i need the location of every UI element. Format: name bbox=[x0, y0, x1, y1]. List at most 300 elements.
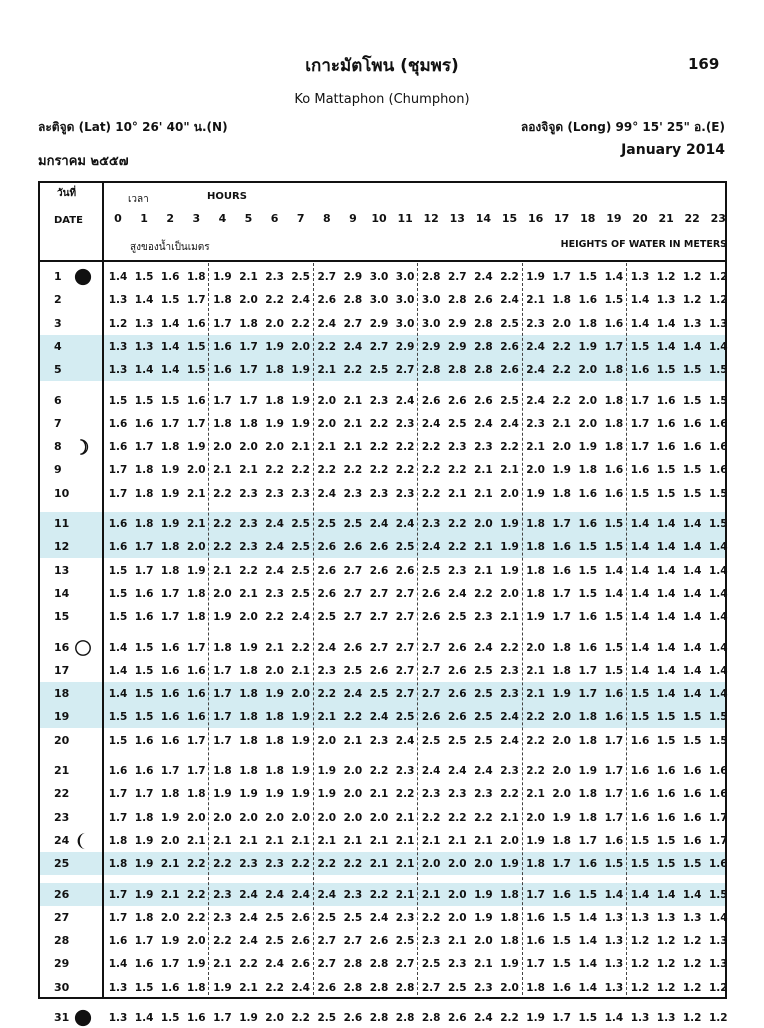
tide-height-cell: 1.3 bbox=[108, 294, 128, 307]
tide-height-cell: 2.1 bbox=[395, 888, 415, 901]
tide-height-cell: 1.3 bbox=[682, 317, 702, 330]
table-row bbox=[40, 731, 728, 751]
tide-height-cell: 2.9 bbox=[447, 340, 467, 353]
tide-height-cell: 2.0 bbox=[265, 664, 284, 677]
hour-header-19: 19 bbox=[606, 212, 622, 225]
tide-height-cell: 2.1 bbox=[474, 564, 493, 577]
tide-height-cell: 2.3 bbox=[265, 858, 284, 871]
tide-height-cell: 1.8 bbox=[526, 587, 545, 600]
tide-height-cell: 1.4 bbox=[630, 541, 650, 554]
day-number: 12 bbox=[54, 540, 70, 554]
tide-height-cell: 1.5 bbox=[604, 611, 624, 624]
tide-height-cell: 2.1 bbox=[317, 441, 337, 454]
tide-height-cell: 1.5 bbox=[186, 340, 206, 353]
tide-height-cell: 2.6 bbox=[343, 1012, 363, 1024]
tide-height-cell: 1.6 bbox=[134, 765, 154, 777]
tide-height-cell: 2.3 bbox=[265, 271, 284, 283]
day-number: 6 bbox=[54, 393, 62, 407]
tide-height-cell: 2.1 bbox=[474, 834, 493, 847]
tide-height-cell: 2.2 bbox=[317, 340, 337, 353]
tide-height-cell: 1.7 bbox=[186, 734, 206, 747]
tide-height-cell: 1.6 bbox=[526, 911, 545, 924]
height-label-thai: สูงของน้ำเป็นเมตร bbox=[130, 242, 210, 253]
table-row bbox=[40, 761, 728, 781]
tide-height-cell: 1.7 bbox=[552, 1012, 571, 1024]
tide-height-cell: 2.7 bbox=[369, 611, 389, 624]
tide-height-cell: 1.6 bbox=[578, 611, 598, 624]
tide-height-cell: 1.7 bbox=[552, 518, 571, 530]
tide-height-cell: 1.9 bbox=[500, 858, 519, 871]
tide-height-cell: 1.7 bbox=[134, 441, 154, 454]
tide-height-cell: 2.6 bbox=[421, 711, 441, 724]
tide-height-cell: 2.4 bbox=[317, 888, 337, 901]
tide-height-cell: 2.2 bbox=[343, 858, 363, 871]
hour-header-17: 17 bbox=[554, 212, 570, 225]
tide-height-cell: 1.9 bbox=[265, 788, 284, 801]
tide-height-cell: 2.2 bbox=[474, 811, 493, 824]
tide-height-cell: 1.8 bbox=[186, 611, 206, 624]
tide-height-cell: 1.6 bbox=[108, 765, 128, 777]
tide-height-cell: 1.9 bbox=[552, 464, 571, 477]
tide-height-cell: 1.5 bbox=[656, 487, 676, 500]
tide-height-cell: 2.0 bbox=[186, 541, 206, 554]
tide-height-cell: 2.5 bbox=[447, 981, 467, 994]
tide-height-cell: 1.7 bbox=[630, 417, 650, 430]
tide-height-cell: 1.9 bbox=[578, 765, 598, 777]
tide-height-cell: 1.3 bbox=[708, 317, 728, 330]
tide-height-cell: 2.1 bbox=[526, 688, 545, 701]
tide-height-cell: 2.6 bbox=[447, 711, 467, 724]
tide-height-cell: 2.0 bbox=[160, 834, 180, 847]
tide-height-cell: 2.3 bbox=[343, 487, 363, 500]
tide-height-cell: 1.4 bbox=[708, 911, 728, 924]
tide-height-cell: 2.1 bbox=[343, 394, 363, 407]
tide-height-cell: 2.4 bbox=[343, 340, 363, 353]
tide-height-cell: 1.6 bbox=[682, 788, 702, 801]
tide-height-cell: 1.6 bbox=[708, 788, 728, 801]
tide-height-cell: 2.4 bbox=[500, 417, 519, 430]
tide-height-cell: 2.0 bbox=[239, 294, 258, 307]
tide-height-cell: 1.6 bbox=[630, 765, 650, 777]
tide-height-cell: 1.6 bbox=[630, 811, 650, 824]
tide-height-cell: 1.5 bbox=[108, 711, 128, 724]
tide-height-cell: 2.7 bbox=[369, 340, 389, 353]
tide-height-cell: 1.5 bbox=[708, 364, 728, 377]
tide-height-cell: 1.4 bbox=[682, 888, 702, 901]
tide-height-cell: 1.9 bbox=[186, 441, 206, 454]
tide-height-cell: 1.8 bbox=[604, 394, 624, 407]
tide-height-cell: 2.0 bbox=[186, 811, 206, 824]
day-number: 23 bbox=[54, 810, 70, 824]
date-label-thai: วันที่ bbox=[57, 188, 77, 199]
tide-height-cell: 2.2 bbox=[265, 294, 284, 307]
tide-height-cell: 1.4 bbox=[630, 587, 650, 600]
tide-height-cell: 2.2 bbox=[239, 564, 258, 577]
tide-height-cell: 2.6 bbox=[474, 294, 493, 307]
tide-height-cell: 1.5 bbox=[708, 487, 728, 500]
tide-height-cell: 1.8 bbox=[134, 487, 154, 500]
tide-height-cell: 2.0 bbox=[317, 734, 337, 747]
tide-height-cell: 2.7 bbox=[343, 935, 363, 948]
table-row bbox=[40, 707, 728, 727]
tide-height-cell: 2.2 bbox=[186, 911, 206, 924]
tide-height-cell: 2.6 bbox=[474, 394, 493, 407]
tide-height-cell: 1.6 bbox=[134, 734, 154, 747]
tide-height-cell: 2.2 bbox=[500, 1012, 519, 1024]
tide-height-cell: 1.9 bbox=[213, 981, 232, 994]
tide-height-cell: 1.8 bbox=[552, 834, 571, 847]
tide-height-cell: 1.3 bbox=[108, 340, 128, 353]
tide-height-cell: 1.7 bbox=[186, 641, 206, 654]
tide-height-cell: 1.3 bbox=[630, 1012, 650, 1024]
tide-height-cell: 1.4 bbox=[682, 587, 702, 600]
tide-height-cell: 1.5 bbox=[604, 518, 624, 530]
tide-height-cell: 1.5 bbox=[578, 587, 598, 600]
table-row bbox=[40, 854, 728, 874]
tide-height-cell: 2.0 bbox=[343, 811, 363, 824]
tide-height-cell: 2.4 bbox=[317, 487, 337, 500]
tide-height-cell: 1.8 bbox=[265, 765, 284, 777]
tide-height-cell: 1.2 bbox=[108, 317, 128, 330]
tide-height-cell: 2.5 bbox=[421, 958, 441, 971]
tide-height-cell: 1.5 bbox=[578, 271, 598, 283]
tide-height-cell: 2.2 bbox=[447, 541, 467, 554]
tide-height-cell: 2.3 bbox=[395, 487, 415, 500]
tide-height-cell: 1.7 bbox=[708, 834, 728, 847]
tide-height-cell: 1.7 bbox=[134, 788, 154, 801]
tide-height-cell: 2.2 bbox=[369, 441, 389, 454]
tide-height-cell: 1.9 bbox=[291, 788, 310, 801]
tide-height-cell: 1.8 bbox=[526, 564, 545, 577]
table-row bbox=[40, 337, 728, 357]
tide-height-cell: 2.3 bbox=[526, 417, 545, 430]
tide-height-cell: 1.5 bbox=[604, 294, 624, 307]
tide-height-cell: 2.0 bbox=[526, 641, 545, 654]
tide-height-cell: 2.5 bbox=[447, 611, 467, 624]
tide-height-cell: 1.5 bbox=[552, 958, 571, 971]
table-row bbox=[40, 885, 728, 905]
tide-height-cell: 2.3 bbox=[291, 487, 310, 500]
day-number: 26 bbox=[54, 887, 70, 901]
hour-header-5: 5 bbox=[244, 212, 253, 225]
tide-height-cell: 1.2 bbox=[708, 1012, 728, 1024]
tide-height-cell: 2.0 bbox=[578, 417, 598, 430]
tide-height-cell: 1.5 bbox=[682, 858, 702, 871]
tide-height-cell: 1.9 bbox=[500, 541, 519, 554]
tide-height-cell: 2.8 bbox=[395, 981, 415, 994]
page-title-thai: เกาะมัตโพน (ชุมพร) bbox=[305, 56, 459, 76]
tide-height-cell: 2.6 bbox=[500, 364, 519, 377]
tide-height-cell: 2.2 bbox=[500, 441, 519, 454]
tide-height-cell: 2.1 bbox=[526, 294, 545, 307]
tide-height-cell: 1.4 bbox=[656, 340, 676, 353]
height-label-english: HEIGHTS OF WATER IN METERS bbox=[560, 239, 727, 250]
tide-height-cell: 1.7 bbox=[604, 340, 624, 353]
tide-height-cell: 2.8 bbox=[369, 958, 389, 971]
tide-height-cell: 1.8 bbox=[265, 711, 284, 724]
tide-height-cell: 2.5 bbox=[395, 935, 415, 948]
tide-height-cell: 1.2 bbox=[656, 958, 676, 971]
tide-height-cell: 1.8 bbox=[604, 364, 624, 377]
tide-height-cell: 1.5 bbox=[134, 641, 154, 654]
tide-height-cell: 2.5 bbox=[395, 711, 415, 724]
tide-height-cell: 1.6 bbox=[656, 417, 676, 430]
tide-height-cell: 2.5 bbox=[291, 564, 310, 577]
tide-height-cell: 2.5 bbox=[317, 1012, 337, 1024]
tide-height-cell: 1.7 bbox=[134, 935, 154, 948]
table-row bbox=[40, 437, 728, 457]
longitude-label: ลองจิจูด (Long) 99° 15' 25" อ.(E) bbox=[520, 120, 725, 134]
tide-height-cell: 1.3 bbox=[682, 911, 702, 924]
tide-height-cell: 1.8 bbox=[578, 317, 598, 330]
tide-height-cell: 1.8 bbox=[134, 811, 154, 824]
tide-height-cell: 2.0 bbox=[578, 364, 598, 377]
tide-height-cell: 1.4 bbox=[630, 611, 650, 624]
tide-height-cell: 1.8 bbox=[108, 858, 128, 871]
tide-height-cell: 1.4 bbox=[656, 611, 676, 624]
tide-height-cell: 2.6 bbox=[500, 340, 519, 353]
tide-height-cell: 1.8 bbox=[160, 541, 180, 554]
tide-height-cell: 1.2 bbox=[682, 294, 702, 307]
first-quarter-moon-icon bbox=[74, 438, 92, 456]
tide-height-cell: 1.9 bbox=[578, 340, 598, 353]
day-number: 2 bbox=[54, 293, 62, 307]
tide-height-cell: 1.8 bbox=[239, 664, 258, 677]
tide-height-cell: 2.4 bbox=[500, 294, 519, 307]
tide-height-cell: 1.7 bbox=[604, 765, 624, 777]
tide-height-cell: 1.5 bbox=[578, 1012, 598, 1024]
tide-height-cell: 1.4 bbox=[656, 518, 676, 530]
tide-height-cell: 1.8 bbox=[526, 858, 545, 871]
table-row bbox=[40, 460, 728, 480]
hour-header-13: 13 bbox=[449, 212, 465, 225]
hour-header-16: 16 bbox=[527, 212, 544, 225]
tide-height-cell: 2.1 bbox=[526, 664, 545, 677]
tide-height-cell: 2.4 bbox=[343, 688, 363, 701]
tide-height-cell: 1.9 bbox=[500, 958, 519, 971]
tide-height-cell: 2.2 bbox=[239, 958, 258, 971]
tide-height-cell: 1.9 bbox=[291, 394, 310, 407]
hour-header-1: 1 bbox=[140, 212, 148, 225]
tide-height-cell: 2.2 bbox=[421, 441, 441, 454]
tide-height-cell: 1.9 bbox=[317, 788, 337, 801]
tide-height-cell: 2.3 bbox=[239, 858, 258, 871]
tide-height-cell: 2.0 bbox=[291, 340, 310, 353]
tide-height-cell: 2.2 bbox=[317, 688, 337, 701]
tide-height-cell: 2.2 bbox=[265, 981, 284, 994]
tide-height-cell: 1.4 bbox=[108, 664, 128, 677]
tide-height-cell: 1.6 bbox=[656, 811, 676, 824]
tide-height-cell: 1.4 bbox=[160, 317, 180, 330]
tide-height-cell: 1.6 bbox=[708, 441, 728, 454]
tide-height-cell: 2.0 bbox=[291, 688, 310, 701]
tide-height-cell: 1.5 bbox=[186, 364, 206, 377]
table-row bbox=[40, 267, 728, 287]
tide-height-cell: 2.4 bbox=[421, 417, 441, 430]
tide-height-cell: 2.5 bbox=[421, 734, 441, 747]
tide-height-cell: 1.5 bbox=[630, 487, 650, 500]
tide-height-cell: 2.7 bbox=[395, 364, 415, 377]
tide-height-cell: 1.7 bbox=[108, 464, 128, 477]
tide-height-cell: 1.6 bbox=[186, 711, 206, 724]
tide-height-cell: 1.3 bbox=[604, 958, 624, 971]
tide-height-cell: 2.7 bbox=[421, 664, 441, 677]
tide-height-cell: 1.7 bbox=[552, 587, 571, 600]
tide-height-cell: 2.3 bbox=[239, 518, 258, 530]
tide-height-cell: 1.5 bbox=[134, 688, 154, 701]
tide-height-cell: 1.6 bbox=[552, 541, 571, 554]
tide-height-cell: 2.0 bbox=[552, 734, 571, 747]
tide-height-cell: 1.2 bbox=[630, 958, 650, 971]
tide-height-cell: 1.4 bbox=[578, 911, 598, 924]
tide-height-cell: 2.0 bbox=[265, 441, 284, 454]
day-number: 20 bbox=[54, 733, 70, 747]
tide-height-cell: 2.8 bbox=[343, 981, 363, 994]
tide-height-cell: 2.3 bbox=[317, 664, 337, 677]
tide-height-cell: 1.6 bbox=[708, 417, 728, 430]
tide-height-cell: 2.3 bbox=[395, 765, 415, 777]
tide-height-cell: 2.0 bbox=[552, 711, 571, 724]
tide-height-cell: 2.4 bbox=[526, 340, 545, 353]
tide-height-cell: 1.3 bbox=[134, 340, 154, 353]
tide-height-cell: 2.0 bbox=[239, 611, 258, 624]
tide-height-cell: 1.4 bbox=[630, 317, 650, 330]
day-number: 14 bbox=[54, 586, 70, 600]
tide-height-cell: 2.4 bbox=[447, 765, 467, 777]
tide-height-cell: 2.0 bbox=[578, 394, 598, 407]
tide-height-cell: 1.5 bbox=[108, 734, 128, 747]
tide-height-cell: 1.9 bbox=[526, 611, 545, 624]
tide-height-cell: 1.2 bbox=[708, 271, 728, 283]
tide-height-cell: 2.1 bbox=[369, 834, 389, 847]
tide-height-cell: 2.2 bbox=[552, 340, 571, 353]
hour-header-3: 3 bbox=[192, 212, 201, 225]
tide-height-cell: 2.3 bbox=[421, 518, 441, 530]
table-row bbox=[40, 314, 728, 334]
tide-height-cell: 1.8 bbox=[239, 765, 258, 777]
tide-height-cell: 2.5 bbox=[447, 417, 467, 430]
tide-height-cell: 2.4 bbox=[474, 417, 493, 430]
tide-height-cell: 1.4 bbox=[708, 664, 728, 677]
tide-height-cell: 1.3 bbox=[708, 958, 728, 971]
tide-height-cell: 1.3 bbox=[630, 271, 650, 283]
tide-height-cell: 2.2 bbox=[395, 441, 415, 454]
tide-height-cell: 1.5 bbox=[656, 858, 676, 871]
tide-height-cell: 2.6 bbox=[447, 1012, 467, 1024]
tide-height-cell: 2.0 bbox=[552, 317, 571, 330]
tide-height-cell: 2.4 bbox=[265, 958, 284, 971]
tide-height-cell: 2.2 bbox=[526, 711, 545, 724]
tide-height-cell: 2.1 bbox=[421, 834, 441, 847]
tide-height-cell: 1.9 bbox=[291, 417, 310, 430]
tide-height-cell: 1.8 bbox=[134, 911, 154, 924]
tide-height-cell: 2.3 bbox=[395, 911, 415, 924]
tide-height-cell: 1.6 bbox=[656, 765, 676, 777]
tide-height-cell: 1.6 bbox=[552, 564, 571, 577]
tide-height-cell: 1.6 bbox=[604, 688, 624, 701]
tide-height-cell: 2.0 bbox=[239, 811, 258, 824]
tide-height-cell: 1.4 bbox=[630, 888, 650, 901]
tide-height-cell: 1.4 bbox=[160, 364, 180, 377]
tide-height-cell: 1.6 bbox=[578, 858, 598, 871]
tide-height-cell: 1.5 bbox=[552, 935, 571, 948]
tide-height-cell: 1.6 bbox=[604, 487, 624, 500]
tide-height-cell: 2.2 bbox=[369, 464, 389, 477]
tide-height-cell: 2.0 bbox=[500, 981, 519, 994]
full-moon-icon bbox=[74, 639, 92, 657]
tide-height-cell: 1.4 bbox=[708, 611, 728, 624]
tide-height-cell: 1.7 bbox=[186, 765, 206, 777]
tide-height-cell: 2.1 bbox=[291, 664, 310, 677]
tide-height-cell: 2.0 bbox=[343, 765, 363, 777]
tide-height-cell: 2.6 bbox=[447, 664, 467, 677]
tide-height-cell: 1.3 bbox=[604, 935, 624, 948]
tide-height-cell: 2.0 bbox=[474, 858, 493, 871]
tide-height-cell: 2.7 bbox=[421, 641, 441, 654]
tide-height-cell: 1.7 bbox=[134, 541, 154, 554]
day-number: 25 bbox=[54, 857, 70, 871]
tide-height-cell: 1.7 bbox=[160, 587, 180, 600]
tide-height-cell: 1.7 bbox=[578, 664, 598, 677]
tide-height-cell: 2.8 bbox=[421, 364, 441, 377]
tide-height-cell: 1.7 bbox=[630, 441, 650, 454]
tide-height-cell: 2.9 bbox=[395, 340, 415, 353]
tide-height-cell: 2.4 bbox=[474, 765, 493, 777]
tide-height-cell: 1.6 bbox=[604, 317, 624, 330]
tide-height-cell: 2.0 bbox=[421, 858, 441, 871]
tide-height-cell: 2.7 bbox=[343, 317, 363, 330]
tide-height-cell: 2.5 bbox=[343, 911, 363, 924]
table-row bbox=[40, 514, 728, 534]
tide-height-cell: 2.4 bbox=[474, 1012, 493, 1024]
tide-height-cell: 2.8 bbox=[474, 364, 493, 377]
tide-height-cell: 2.2 bbox=[526, 734, 545, 747]
tide-height-cell: 1.7 bbox=[604, 788, 624, 801]
page-title-english: Ko Mattaphon (Chumphon) bbox=[294, 92, 470, 107]
tide-height-cell: 2.2 bbox=[213, 858, 232, 871]
tide-height-cell: 2.2 bbox=[265, 611, 284, 624]
day-number: 15 bbox=[54, 610, 70, 624]
tide-height-cell: 1.6 bbox=[213, 340, 232, 353]
tide-height-cell: 1.5 bbox=[682, 464, 702, 477]
tide-height-cell: 1.6 bbox=[186, 317, 206, 330]
tide-height-cell: 2.2 bbox=[291, 464, 310, 477]
tide-height-cell: 2.6 bbox=[421, 394, 441, 407]
tide-height-cell: 1.8 bbox=[578, 811, 598, 824]
tide-height-cell: 2.2 bbox=[343, 364, 363, 377]
last-quarter-moon-icon bbox=[74, 832, 92, 850]
day-number: 18 bbox=[54, 687, 70, 701]
tide-height-cell: 1.6 bbox=[134, 611, 154, 624]
tide-height-cell: 2.1 bbox=[552, 417, 571, 430]
tide-height-cell: 2.1 bbox=[395, 858, 415, 871]
tide-height-cell: 1.9 bbox=[291, 734, 310, 747]
tide-height-cell: 1.7 bbox=[213, 1012, 232, 1024]
table-row bbox=[40, 908, 728, 928]
tide-height-cell: 2.0 bbox=[343, 788, 363, 801]
tide-height-cell: 2.3 bbox=[474, 441, 493, 454]
tide-height-cell: 2.7 bbox=[395, 641, 415, 654]
tide-height-cell: 1.5 bbox=[682, 487, 702, 500]
tide-height-cell: 1.9 bbox=[213, 611, 232, 624]
tide-height-cell: 1.7 bbox=[239, 394, 258, 407]
month-thai: มกราคม ๒๕๕๗ bbox=[38, 154, 129, 169]
tide-height-cell: 1.6 bbox=[160, 688, 180, 701]
tide-height-cell: 2.0 bbox=[500, 587, 519, 600]
tide-height-cell: 2.7 bbox=[317, 935, 337, 948]
tide-height-cell: 2.4 bbox=[500, 734, 519, 747]
tide-height-cell: 1.3 bbox=[630, 911, 650, 924]
